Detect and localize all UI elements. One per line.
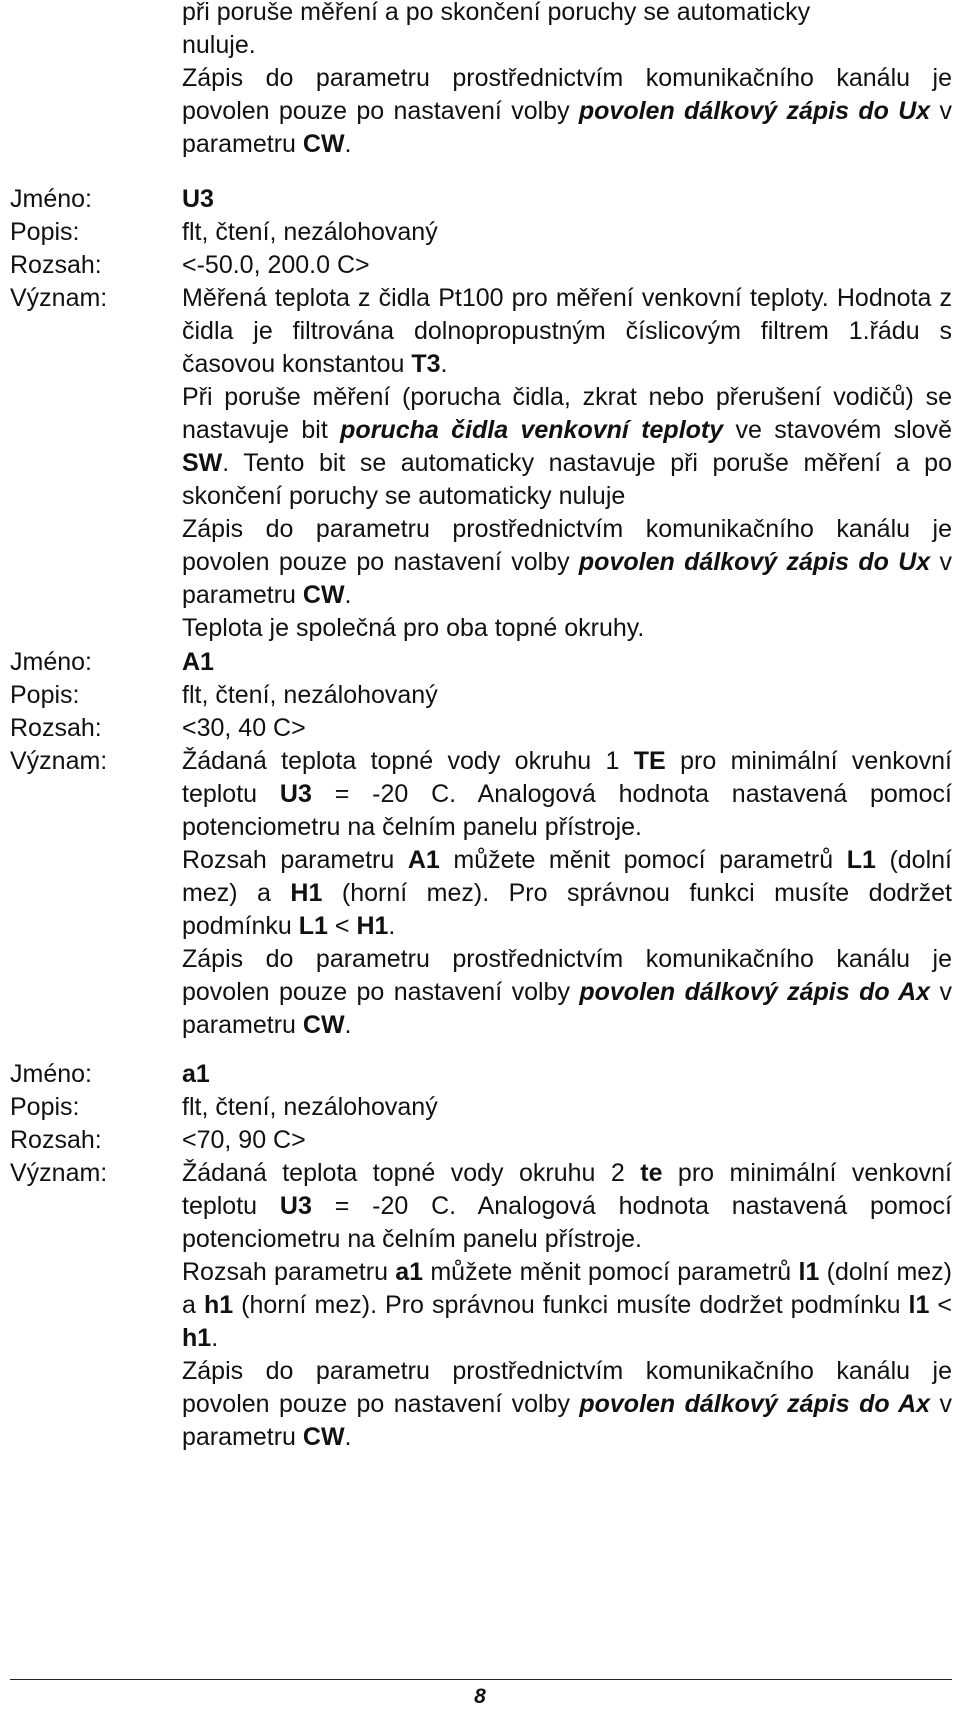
intro-line-2 bbox=[182, 29, 952, 62]
u3-desc-row bbox=[0, 216, 960, 249]
u3-range-row bbox=[0, 249, 960, 282]
name-label: Jméno: bbox=[10, 1060, 92, 1088]
u3-m3-c: v parametru bbox=[182, 548, 953, 609]
name-label: Jméno: bbox=[10, 185, 92, 213]
a1-m2-a: Rozsah parametru bbox=[182, 1258, 396, 1286]
A1-meaning-p1 bbox=[182, 745, 952, 844]
u3-name-row bbox=[0, 183, 960, 216]
A1-m3-e: . bbox=[344, 1011, 352, 1039]
intro-text-4a: povolen pouze po nastavení volby bbox=[182, 97, 579, 125]
A1-m3-c: v parametru bbox=[182, 978, 952, 1039]
u3-m2-c: ve stavovém slově bbox=[723, 416, 952, 444]
a1-range-row bbox=[0, 1124, 960, 1157]
A1-desc: flt, čtení, nezálohovaný bbox=[182, 681, 438, 709]
a1-m3-e: . bbox=[344, 1423, 352, 1451]
a1-m2-i: < bbox=[929, 1291, 953, 1319]
u3-m2-d: SW bbox=[182, 449, 223, 477]
intro-text-5c: CW bbox=[302, 130, 345, 158]
A1-name-value: A1 bbox=[182, 648, 214, 676]
A1-m2-g: (horní mez). Pro správnou funkci musíte dodržet podmínku bbox=[182, 879, 952, 940]
u3-m2-e: . Tento bit se automaticky nastavuje při poruše měření a po skončení poruchy se automaticky nuluje bbox=[182, 449, 952, 510]
desc-label: Popis: bbox=[10, 218, 80, 246]
intro-line-3 bbox=[182, 62, 952, 161]
u3-meaning-p1 bbox=[182, 282, 952, 381]
footer-divider bbox=[10, 1679, 952, 1680]
A1-m2-e: (dolní mez) a bbox=[182, 846, 952, 907]
a1-m3-a: Zápis do parametru prostřednictvím komunikačního kanálu je povolen pouze po nastavení volby bbox=[182, 1357, 952, 1418]
A1-m1-b: TE bbox=[633, 747, 666, 775]
A1-desc-row bbox=[0, 679, 960, 712]
u3-m4: Teplota je společná pro oba topné okruhy. bbox=[182, 614, 645, 642]
u3-meaning-row bbox=[0, 282, 960, 645]
A1-meaning bbox=[182, 745, 952, 1042]
page-number: 8 bbox=[474, 1685, 486, 1708]
A1-m2-i: < bbox=[327, 912, 357, 940]
a1-m3-b: povolen dálkový zápis do Ax bbox=[579, 1390, 931, 1418]
intro-text-3: Zápis do parametru prostřednictvím komunikačního kanálu je bbox=[182, 64, 952, 92]
intro-text-1: při poruše měření a po skončení poruchy se automaticky bbox=[182, 0, 811, 26]
intro-text-4b: povolen dálkový zápis bbox=[578, 97, 850, 125]
a1-m1-a: Žádaná teplota topné vody okruhu 2 bbox=[182, 1159, 641, 1187]
A1-m2-f: H1 bbox=[290, 879, 323, 907]
meaning-label: Význam: bbox=[10, 284, 108, 312]
a1-m2-d: l1 bbox=[798, 1258, 820, 1286]
a1-meaning-p1 bbox=[182, 1157, 952, 1256]
u3-name bbox=[182, 183, 952, 216]
intro-text-5d: . bbox=[344, 130, 352, 158]
u3-m3-a: Zápis do parametru prostřednictvím komunikačního kanálu je povolen pouze po nastavení volby bbox=[182, 515, 952, 576]
a1-name bbox=[182, 1058, 952, 1091]
a1-m2-h: l1 bbox=[908, 1291, 930, 1319]
a1-name-row bbox=[0, 1058, 960, 1091]
a1-m1-e: = -20 C. Analogová hodnota nastavená pomocí potenciometru na čelním panelu přístroje. bbox=[182, 1192, 952, 1253]
parameter-entry-A1 bbox=[0, 646, 960, 1042]
u3-m2-b: porucha čidla venkovní teploty bbox=[340, 416, 724, 444]
desc-label: Popis: bbox=[10, 681, 80, 709]
A1-m3-a: Zápis do parametru prostřednictvím komunikačního kanálu je povolen pouze po nastavení volby bbox=[182, 945, 952, 1006]
a1-desc: flt, čtení, nezálohovaný bbox=[182, 1093, 438, 1121]
range-label: Rozsah: bbox=[10, 1126, 102, 1154]
a1-m3-c: v parametru bbox=[182, 1390, 952, 1451]
range-label: Rozsah: bbox=[10, 251, 102, 279]
A1-meaning-p3 bbox=[182, 943, 952, 1042]
intro-paragraph bbox=[182, 0, 952, 161]
a1-m2-j: h1 bbox=[182, 1324, 212, 1352]
A1-range-row bbox=[0, 712, 960, 745]
a1-m2-f: h1 bbox=[203, 1291, 234, 1319]
u3-m1: Měřená teplota z čidla Pt100 pro měření venkovní teploty. Hodnota z čidla je filtrována dolnopropustným číslicovým filtrem 1.řádu s časovou konstantou bbox=[182, 284, 952, 378]
A1-name-row bbox=[0, 646, 960, 679]
A1-m1-d: U3 bbox=[279, 780, 312, 808]
u3-meaning-p4 bbox=[182, 612, 952, 645]
u3-m1-b: T3 bbox=[411, 350, 441, 378]
u3-meaning-p3 bbox=[182, 513, 952, 612]
A1-name bbox=[182, 646, 952, 679]
a1-meaning bbox=[182, 1157, 952, 1454]
a1-m2-g: (horní mez). Pro správnou funkci musíte dodržet podmínku bbox=[233, 1291, 909, 1319]
a1-m1-b: te bbox=[640, 1159, 663, 1187]
A1-m2-k: . bbox=[388, 912, 396, 940]
A1-m3-d: CW bbox=[302, 1011, 345, 1039]
intro-text-2: nuluje. bbox=[182, 31, 256, 59]
A1-m2-a: Rozsah parametru bbox=[182, 846, 408, 874]
u3-m3-d: CW bbox=[302, 581, 345, 609]
a1-m3-d: CW bbox=[302, 1423, 345, 1451]
u3-range: <-50.0, 200.0 C> bbox=[182, 251, 370, 279]
u3-m1-c: . bbox=[440, 350, 448, 378]
u3-desc: flt, čtení, nezálohovaný bbox=[182, 218, 438, 246]
A1-meaning-p2 bbox=[182, 844, 952, 943]
a1-m2-e: (dolní mez) a bbox=[182, 1258, 952, 1319]
desc-label: Popis: bbox=[10, 1093, 80, 1121]
range-label: Rozsah: bbox=[10, 714, 102, 742]
u3-m3-b: povolen dálkový zápis do Ux bbox=[578, 548, 931, 576]
A1-m2-j: H1 bbox=[356, 912, 389, 940]
intro-text-5a: do Ux bbox=[858, 97, 931, 125]
u3-meaning-p2 bbox=[182, 381, 952, 513]
a1-meaning-p2 bbox=[182, 1256, 952, 1355]
u3-meaning bbox=[182, 282, 952, 645]
A1-m1-c: pro minimální venkovní teplotu bbox=[182, 747, 952, 808]
a1-meaning-p3 bbox=[182, 1355, 952, 1454]
a1-m2-b: a1 bbox=[395, 1258, 424, 1286]
u3-m3-e: . bbox=[344, 581, 352, 609]
meaning-label: Význam: bbox=[10, 747, 108, 775]
A1-m2-h: L1 bbox=[298, 912, 328, 940]
meaning-label: Význam: bbox=[10, 1159, 108, 1187]
a1-desc-row bbox=[0, 1091, 960, 1124]
A1-m2-d: L1 bbox=[846, 846, 876, 874]
A1-range: <30, 40 C> bbox=[182, 714, 306, 742]
u3-m2-a: Při poruše měření (porucha čidla, zkrat nebo přerušení vodičů) se nastavuje bit bbox=[182, 383, 952, 444]
A1-m1-e: = -20 C. Analogová hodnota nastavená pomocí potenciometru na čelním panelu přístroje. bbox=[182, 780, 952, 841]
A1-m2-b: A1 bbox=[407, 846, 440, 874]
u3-name-value: U3 bbox=[182, 185, 214, 213]
intro-line-1 bbox=[182, 0, 952, 29]
a1-m2-k: . bbox=[211, 1324, 219, 1352]
parameter-entry-u3 bbox=[0, 183, 960, 645]
intro-text-5b: v parametru bbox=[182, 97, 952, 158]
A1-m3-b: povolen dálkový zápis do Ax bbox=[579, 978, 931, 1006]
a1-meaning-row bbox=[0, 1157, 960, 1454]
a1-m2-c: můžete měnit pomocí parametrů bbox=[423, 1258, 799, 1286]
a1-range: <70, 90 C> bbox=[182, 1126, 306, 1154]
parameter-entry-a1 bbox=[0, 1058, 960, 1454]
a1-m1-c: pro minimální venkovní teplotu bbox=[182, 1159, 952, 1220]
A1-m2-c: můžete měnit pomocí parametrů bbox=[439, 846, 847, 874]
name-label: Jméno: bbox=[10, 648, 92, 676]
A1-meaning-row bbox=[0, 745, 960, 1042]
a1-m1-d: U3 bbox=[279, 1192, 312, 1220]
a1-name-value: a1 bbox=[182, 1060, 210, 1088]
A1-m1-a: Žádaná teplota topné vody okruhu 1 bbox=[182, 747, 634, 775]
